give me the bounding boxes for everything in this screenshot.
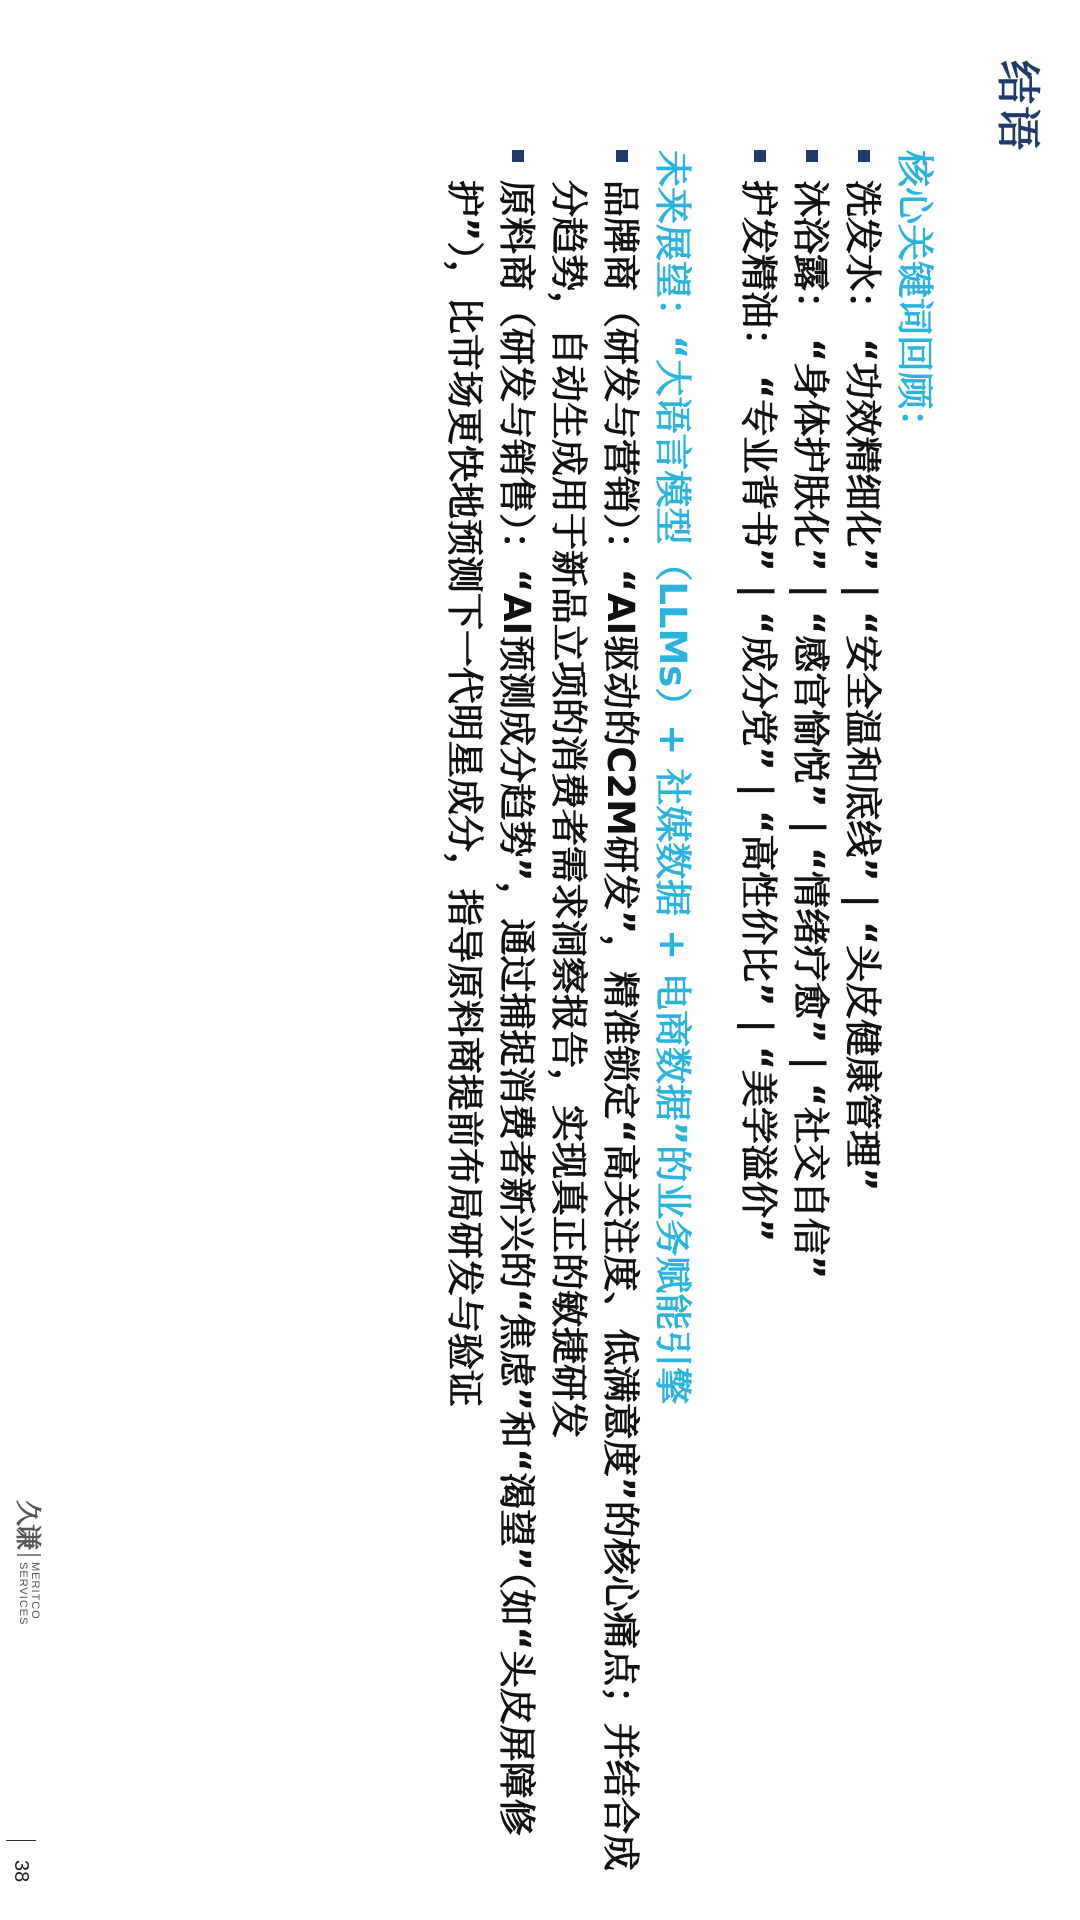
bullet-hair-oil [732, 150, 784, 1890]
bullet-text: “功效精细化” | “安全温和底线” | “头皮健康管理” [841, 338, 884, 1192]
bullet-text: “身体护肤化” | “感官愉悦” | “情绪疗愈” | “社交自信” [789, 338, 832, 1280]
slide-content [438, 150, 940, 1890]
bullet-label: 洗发水： [841, 180, 884, 328]
bullet-label: 护发精油： [737, 180, 780, 365]
future-outlook-heading: 未来展望：“大语言模型（LLMs）+ 社媒数据 + 电商数据”的业务赋能引擎 [651, 150, 694, 1405]
core-keywords-heading: 核心关键词回顾： [893, 150, 936, 446]
company-logo [11, 1500, 48, 1625]
page-number-divider [6, 1840, 36, 1841]
bullet-text: “AI预测成分趋势”，通过捕捉消费者新兴的“焦虑”和“渴望”（如“头皮屏障修护”），比市场更快地预测下一代明星成分，指导原料商提前布局研发与验证 [443, 180, 538, 1836]
logo-divider [18, 1554, 42, 1556]
logo-line-1: MERITCO [29, 1562, 42, 1620]
page-number: 38 [10, 1860, 32, 1883]
bullet-text: “AI驱动的C2M研发”，精准锁定“高关注度、低满意度”的核心痛点；并结合成分趋势，自动生成用于新品立项的消费者需求洞察报告，实现真正的敏捷研发 [547, 180, 642, 1871]
bullet-label: 原料商（研发与销售）： [495, 180, 538, 569]
page-title: 结语 [992, 60, 1043, 152]
bullet-label: 品牌商（研发与营销）： [599, 180, 642, 569]
bullet-text: “专业背书” | “成分党” | “高性价比” | “美学溢价” [737, 375, 780, 1243]
logo-mark: 久谦 [13, 1500, 43, 1549]
bullet-raw-material-supplier [438, 150, 542, 1890]
logo-wordmark [18, 1562, 42, 1625]
logo-line-2: SERVICES [17, 1562, 30, 1626]
bullet-label: 沐浴露： [789, 180, 832, 328]
bullet-shampoo [836, 150, 888, 1890]
bullet-brand-owner [542, 150, 646, 1890]
bullet-body-wash [784, 150, 836, 1890]
